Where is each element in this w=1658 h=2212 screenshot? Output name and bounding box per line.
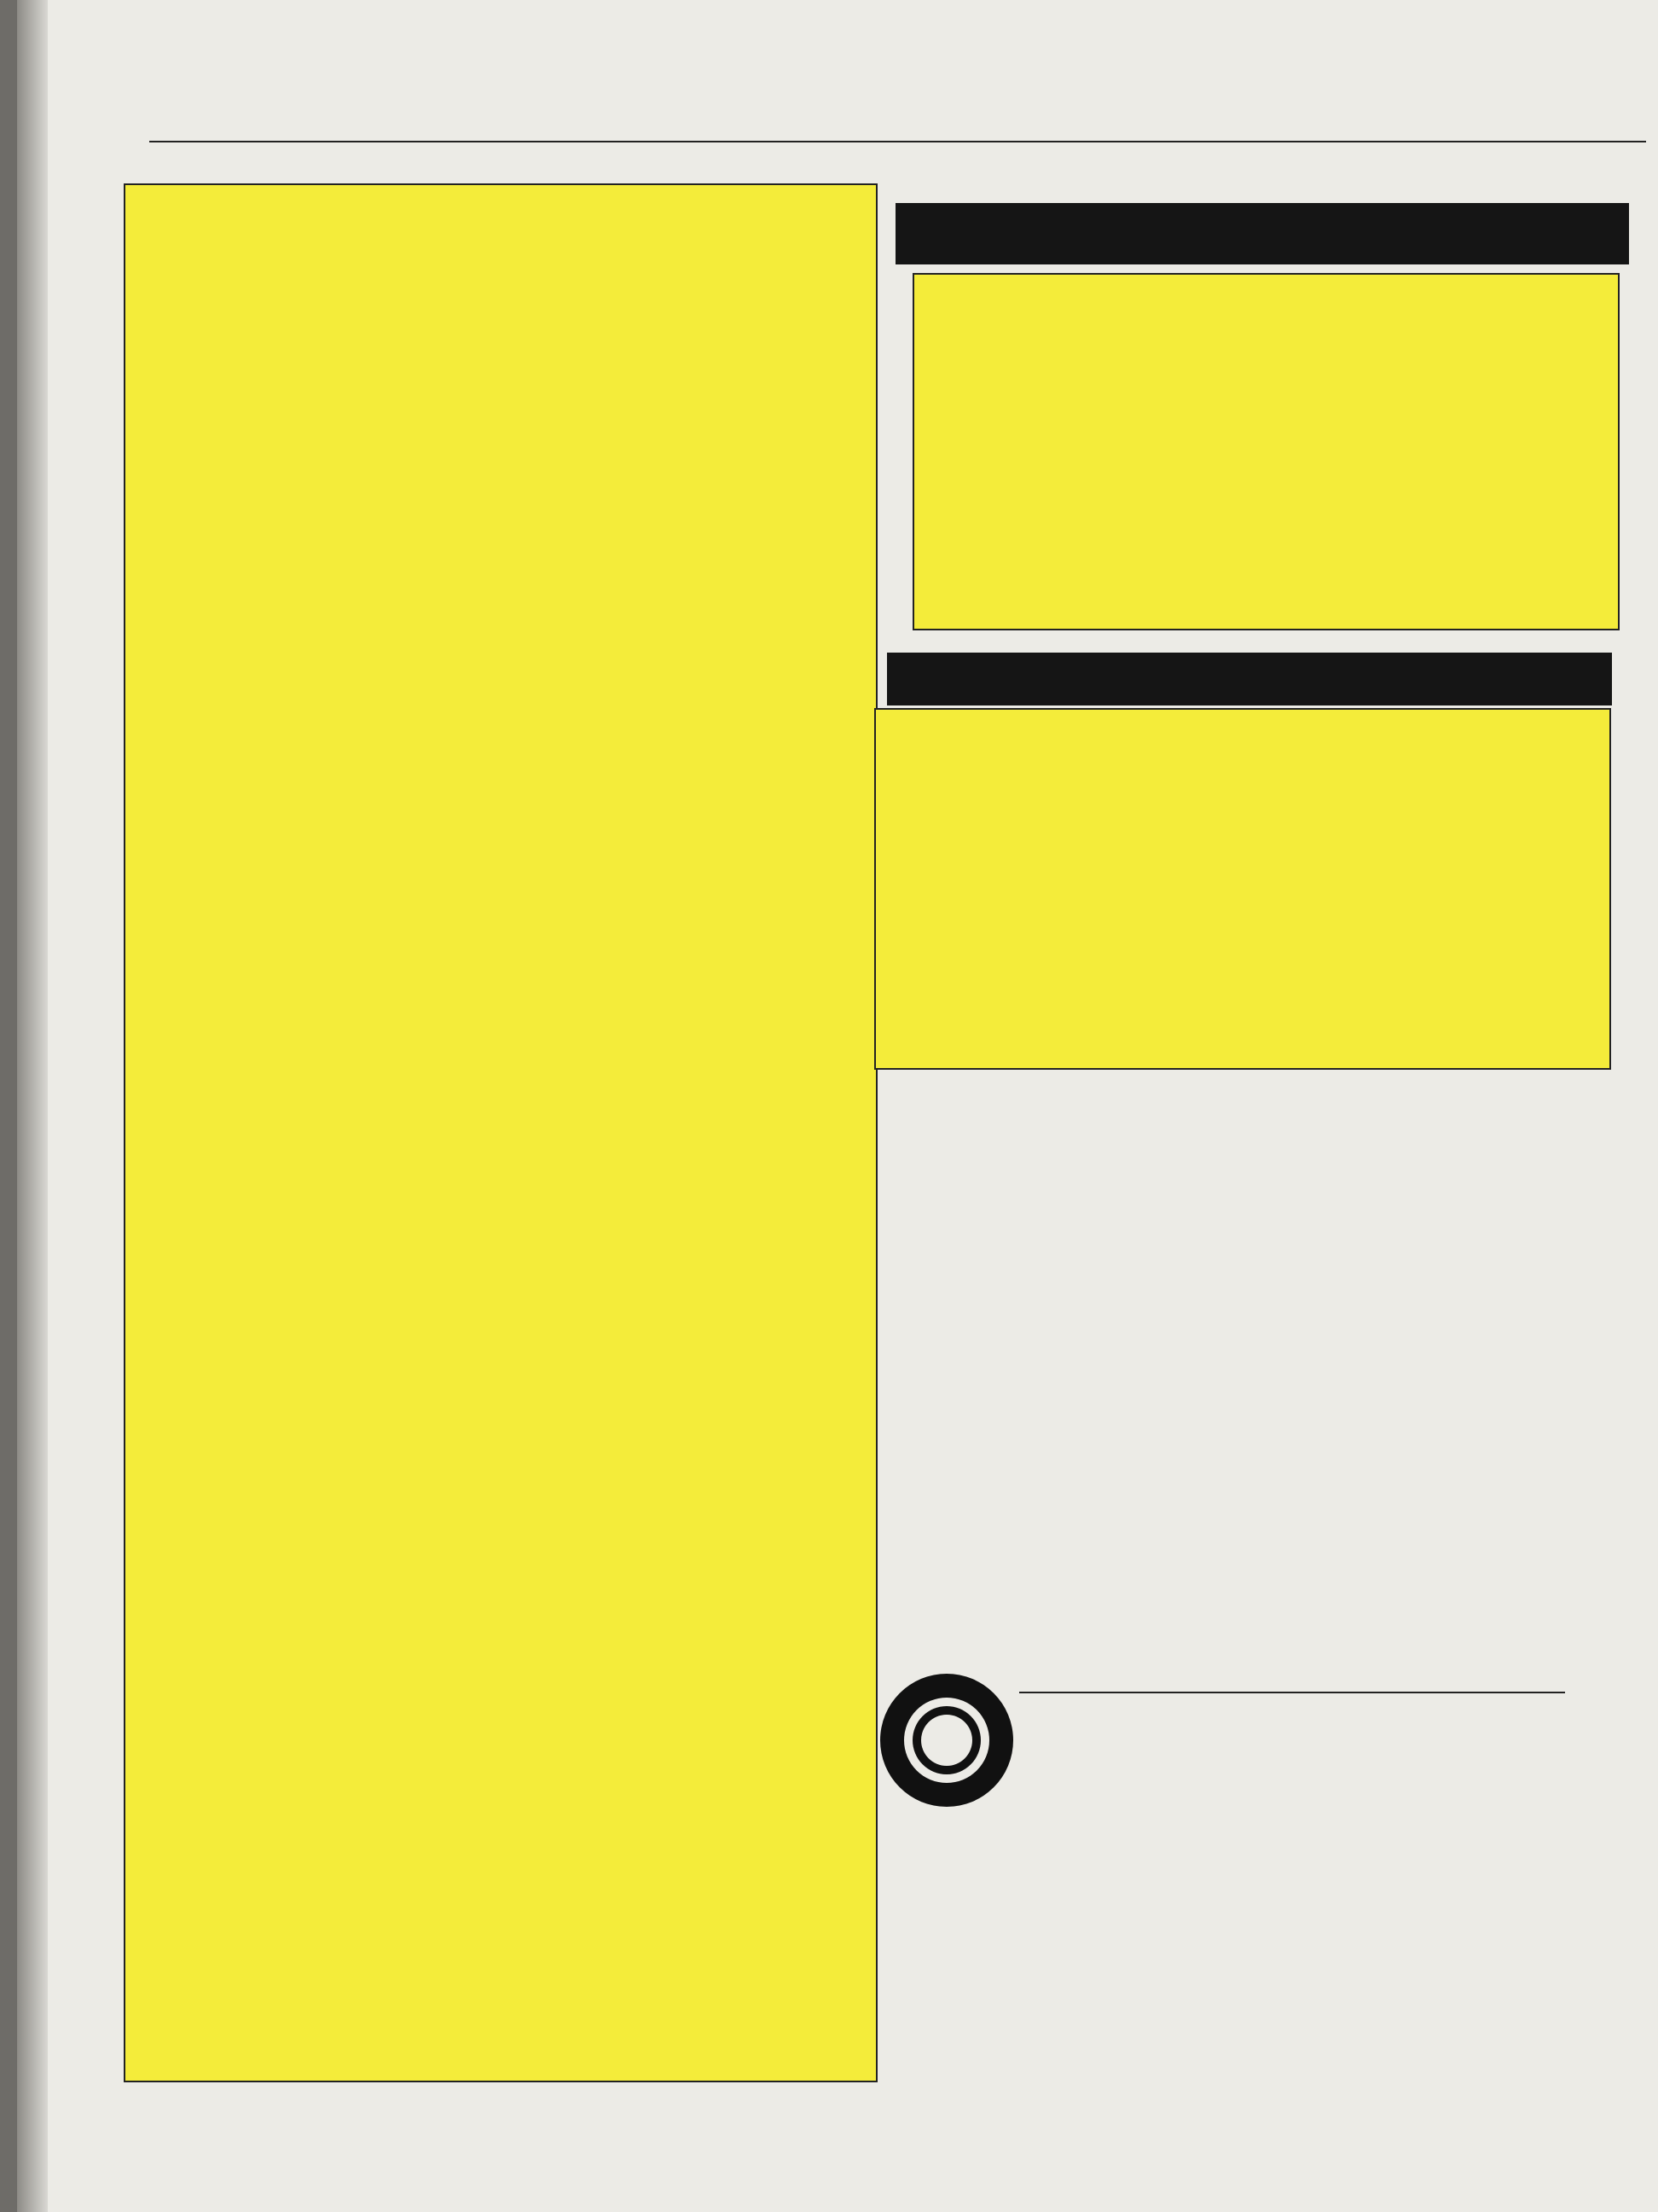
defauts-box xyxy=(874,708,1611,1070)
magazine-page xyxy=(17,0,1658,2212)
page-binding-edge xyxy=(17,0,48,2212)
gear-icon xyxy=(857,1651,1036,1830)
qualites-title xyxy=(896,203,1629,264)
specs-yellow-panel xyxy=(124,183,878,2082)
defauts-title xyxy=(887,653,1612,705)
right-top-rule xyxy=(883,141,1646,142)
qualites-box xyxy=(913,273,1620,630)
moteur-rule xyxy=(1019,1692,1565,1693)
left-top-rule xyxy=(149,141,883,142)
